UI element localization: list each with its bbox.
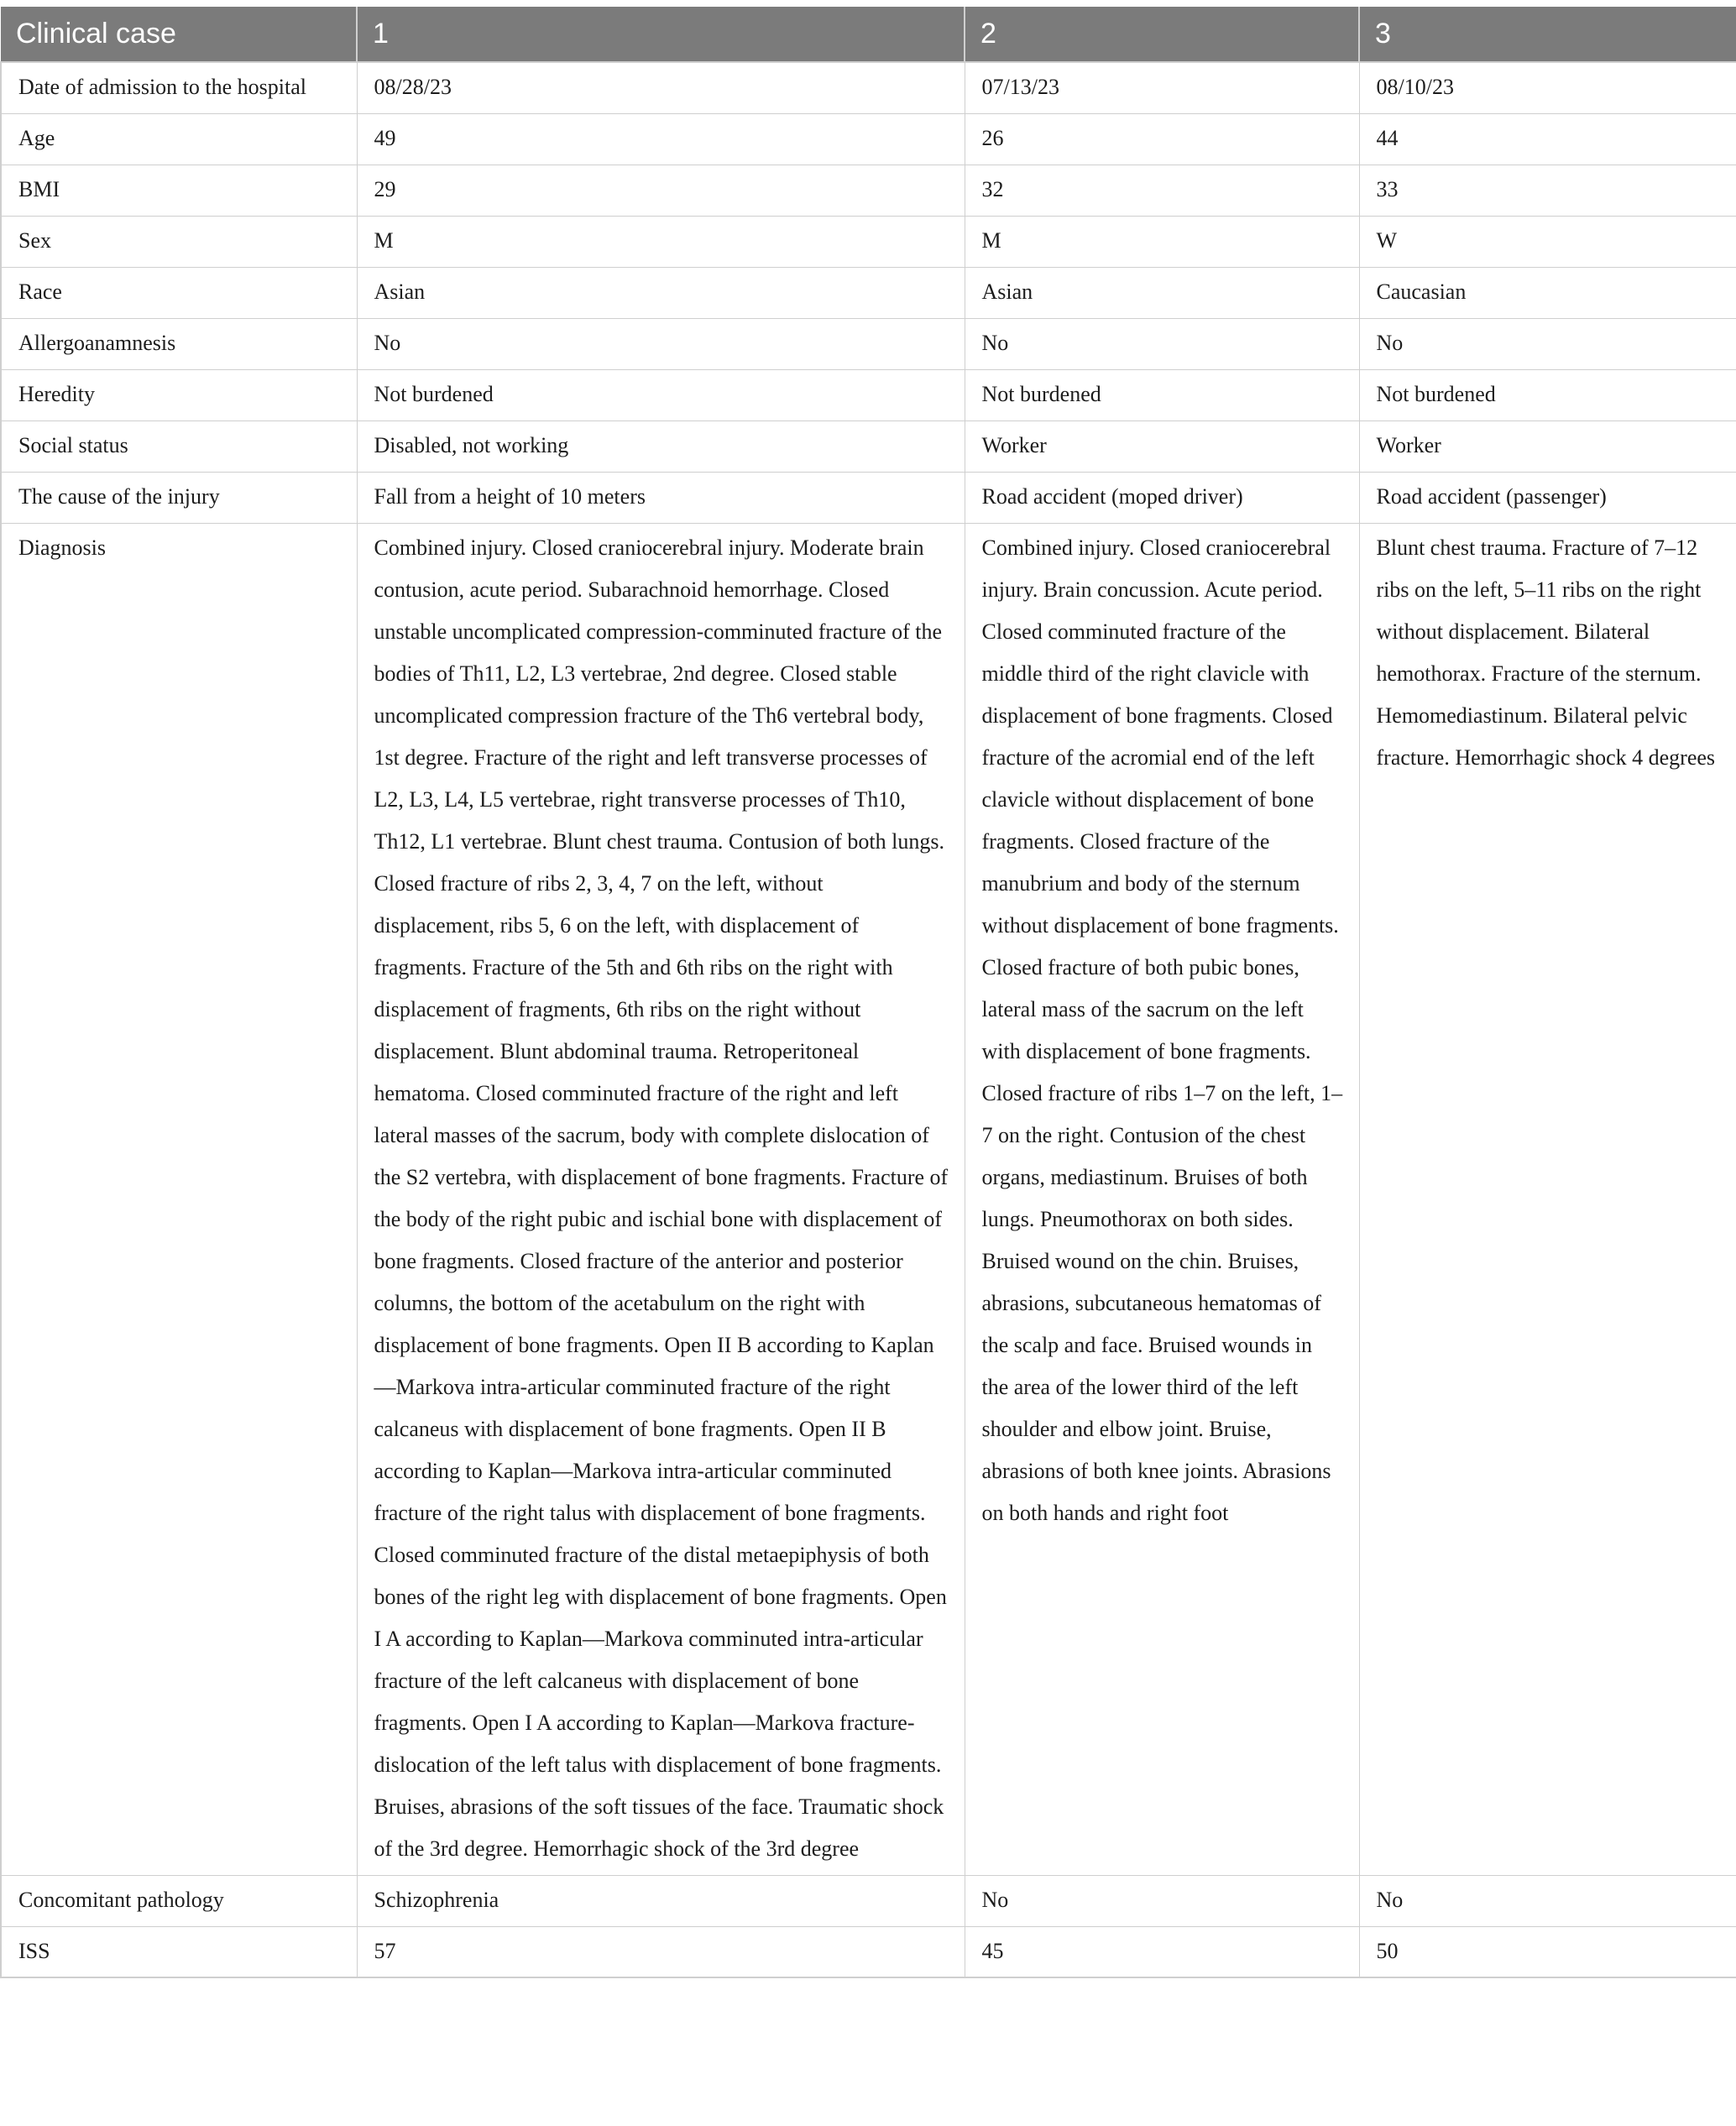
row-race	[1, 267, 1736, 318]
case-3-value: W	[1359, 216, 1736, 267]
case-3-value: Road accident (passenger)	[1359, 472, 1736, 523]
clinical-cases-table	[0, 7, 1736, 1978]
row-bmi	[1, 165, 1736, 216]
row-heredity	[1, 369, 1736, 420]
diagnosis-text: Combined injury. Closed craniocerebral injury. Moderate brain contusion, acute period. Subarachnoid hemorrhage. Closed unstable uncomplicated compression-comminuted fracture of the bodies of Th11, L2, L3 vertebrae, 2nd degree. Closed stable uncomplicated compression fracture of the Th6 vertebral body, 1st degree. Fracture of the right and left transverse processes of L2, L3, L4, L5 vertebrae, right transverse processes of Th10, Th12, L1 vertebrae. Blunt chest trauma. Contusion of both lungs. Closed fracture of ribs 2, 3, 4, 7 on the left, without displacement, ribs 5, 6 on the left, with displacement of fragments. Fracture of the 5th and 6th ribs on the right with displacement of fragments, 6th ribs on the right without displacement. Blunt abdominal trauma. Retroperitoneal hematoma. Closed comminuted fracture of the right and left lateral masses of the sacrum, body with complete dislocation of the S2 vertebra, with displacement of bone fragments. Fracture of the body of the right pubic and ischial bone with displacement of bone fragments. Closed fracture of the anterior and posterior columns, the bottom of the acetabulum on the right with displacement of bone fragments. Open II B according to Kaplan—Markova intra-articular comminuted fracture of the right calcaneus with displacement of bone fragments. Open II B according to Kaplan—Markova intra-articular comminuted fracture of the right talus with displacement of bone fragments. Closed comminuted fracture of the distal metaepiphysis of both bones of the right leg with displacement of bone fragments. Open I A according to Kaplan—Markova comminuted intra-articular fracture of the left calcaneus with displacement of bone fragments. Open I A according to Kaplan—Markova fracture-dislocation of the left talus with displacement of bone fragments. Bruises, abrasions of the soft tissues of the face. Traumatic shock of the 3rd degree. Hemorrhagic shock of the 3rd degree	[374, 535, 949, 1861]
case-3-value: No	[1359, 1875, 1736, 1926]
row-label: ISS	[1, 1926, 357, 1977]
case-2-value: 26	[965, 113, 1359, 165]
row-label: Social status	[1, 420, 357, 472]
row-label: Sex	[1, 216, 357, 267]
row-label: The cause of the injury	[1, 472, 357, 523]
case-1-value: Not burdened	[357, 369, 965, 420]
case-3-value: 50	[1359, 1926, 1736, 1977]
case-2-diagnosis	[965, 523, 1359, 1875]
case-3-value: Not burdened	[1359, 369, 1736, 420]
case-2-value: 32	[965, 165, 1359, 216]
row-date-of-admission	[1, 62, 1736, 113]
case-1-value: 29	[357, 165, 965, 216]
header-case-3: 3	[1359, 7, 1736, 62]
case-2-value: No	[965, 1875, 1359, 1926]
row-iss	[1, 1926, 1736, 1977]
row-label: BMI	[1, 165, 357, 216]
case-1-value: Fall from a height of 10 meters	[357, 472, 965, 523]
case-1-value: No	[357, 318, 965, 369]
row-label: Date of admission to the hospital	[1, 62, 357, 113]
row-diagnosis	[1, 523, 1736, 1875]
row-label: Allergoanamnesis	[1, 318, 357, 369]
row-allergoanamnesis	[1, 318, 1736, 369]
case-1-value: 49	[357, 113, 965, 165]
case-3-diagnosis	[1359, 523, 1736, 1875]
row-concomitant-pathology	[1, 1875, 1736, 1926]
case-2-value: Worker	[965, 420, 1359, 472]
case-1-value: Schizophrenia	[357, 1875, 965, 1926]
row-social-status	[1, 420, 1736, 472]
case-3-value: 08/10/23	[1359, 62, 1736, 113]
case-2-value: Asian	[965, 267, 1359, 318]
row-label: Race	[1, 267, 357, 318]
row-label: Age	[1, 113, 357, 165]
row-sex	[1, 216, 1736, 267]
table-header-row	[1, 7, 1736, 62]
case-2-value: No	[965, 318, 1359, 369]
header-case-2: 2	[965, 7, 1359, 62]
case-2-value: Road accident (moped driver)	[965, 472, 1359, 523]
case-1-value: 57	[357, 1926, 965, 1977]
case-3-value: No	[1359, 318, 1736, 369]
case-3-value: Worker	[1359, 420, 1736, 472]
header-case-1: 1	[357, 7, 965, 62]
case-1-value: Disabled, not working	[357, 420, 965, 472]
case-1-value: M	[357, 216, 965, 267]
row-label: Concomitant pathology	[1, 1875, 357, 1926]
case-3-value: Caucasian	[1359, 267, 1736, 318]
row-label: Heredity	[1, 369, 357, 420]
case-2-value: 07/13/23	[965, 62, 1359, 113]
case-3-value: 44	[1359, 113, 1736, 165]
row-age	[1, 113, 1736, 165]
diagnosis-text: Blunt chest trauma. Fracture of 7–12 ribs on the left, 5–11 ribs on the right without displacement. Bilateral hemothorax. Fracture of the sternum. Hemomediastinum. Bilateral pelvic fracture. Hemorrhagic shock 4 degrees	[1376, 535, 1716, 770]
case-1-diagnosis	[357, 523, 965, 1875]
case-1-value: 08/28/23	[357, 62, 965, 113]
header-clinical-case: Clinical case	[1, 7, 357, 62]
row-cause-of-injury	[1, 472, 1736, 523]
diagnosis-text: Combined injury. Closed craniocerebral injury. Brain concussion. Acute period. Closed comminuted fracture of the middle third of the right clavicle with displacement of bone fragments. Closed fracture of the acromial end of the left clavicle without displacement of bone fragments. Closed fracture of the manubrium and body of the sternum without displacement of bone fragments. Closed fracture of both pubic bones, lateral mass of the sacrum on the left with displacement of bone fragments. Closed fracture of ribs 1–7 on the left, 1–7 on the right. Contusion of the chest organs, mediastinum. Bruises of both lungs. Pneumothorax on both sides. Bruised wound on the chin. Bruises, abrasions, subcutaneous hematomas of the scalp and face. Bruised wounds in the area of the lower third of the left shoulder and elbow joint. Bruise, abrasions of both knee joints. Abrasions on both hands and right foot	[981, 535, 1343, 1525]
row-label: Diagnosis	[1, 523, 357, 1875]
case-3-value: 33	[1359, 165, 1736, 216]
case-2-value: M	[965, 216, 1359, 267]
case-2-value: 45	[965, 1926, 1359, 1977]
case-1-value: Asian	[357, 267, 965, 318]
case-2-value: Not burdened	[965, 369, 1359, 420]
